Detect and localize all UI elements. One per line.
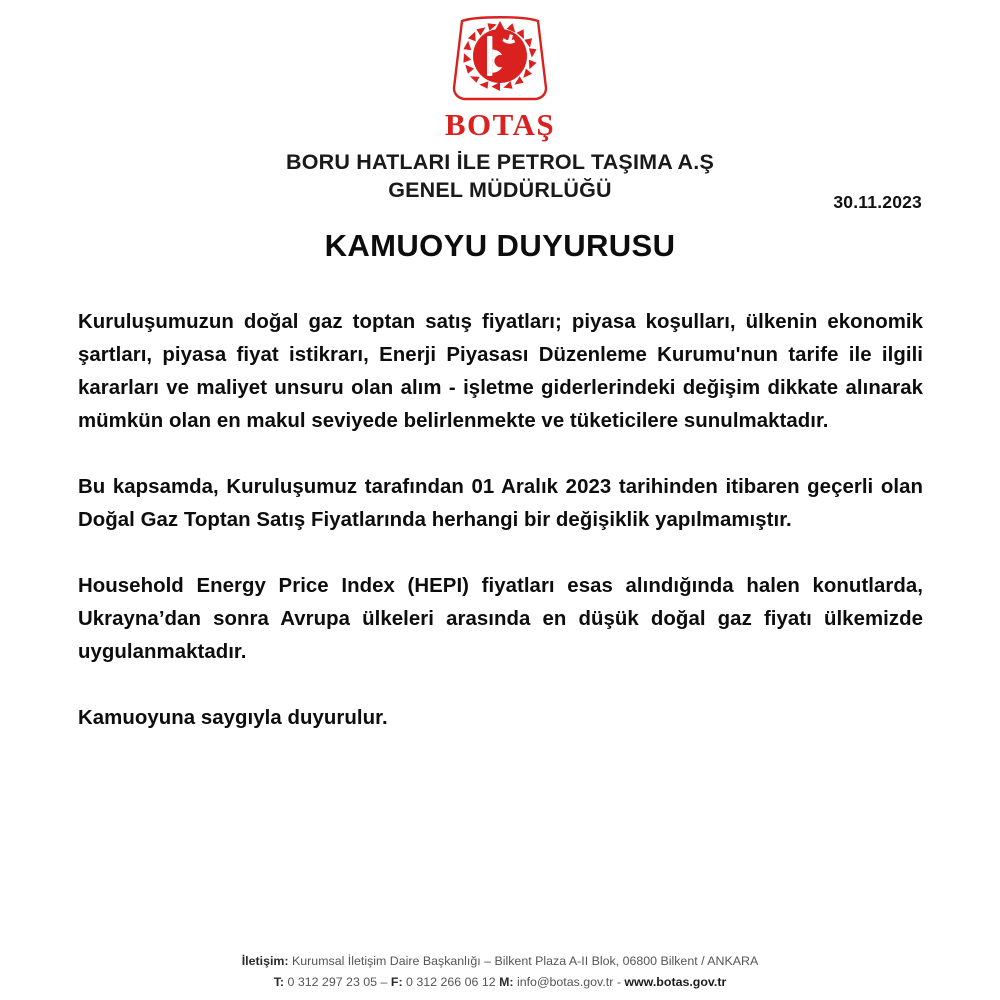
organization-name-line-1: BORU HATLARI İLE PETROL TAŞIMA A.Ş [285, 150, 715, 174]
footer-details-line [0, 972, 1000, 992]
footer-phone-label: T: [273, 974, 285, 989]
body-paragraph-2: Bu kapsamda, Kuruluşumuz tarafından 01 Aralık 2023 tarihinden itibaren geçerli olan Doğal Gaz Toptan Satış Fiyatlarında herhangi bir değişiklik yapılmamıştır. [78, 476, 923, 532]
page-title: KAMUOYU DUYURUSU [324, 228, 676, 263]
footer-mail-label: M: [499, 974, 514, 989]
botas-logo-icon [446, 14, 554, 106]
footer-contact-line [0, 951, 1000, 971]
document-footer [0, 951, 1000, 992]
body-paragraph-3: Household Energy Price Index (HEPI) fiyatları esas alındığında halen konutlarda, Ukrayna’dan sonra Avrupa ülkeleri arasında en düşük doğal gaz fiyatı ülkemizde uygulanmaktadır. [78, 575, 923, 664]
footer-phone-number: 0 312 297 23 05 [287, 974, 378, 989]
botas-wordmark: BOTAŞ [444, 107, 556, 142]
footer-separator-2: - [616, 974, 621, 989]
document-body [78, 306, 923, 735]
footer-email-address[interactable]: info@botas.gov.tr [516, 974, 614, 989]
footer-website-link[interactable]: www.botas.gov.tr [624, 974, 727, 989]
footer-contact-address: Kurumsal İletişim Daire Başkanlığı – Bilkent Plaza A-II Blok, 06800 Bilkent / ANKARA [292, 954, 759, 969]
footer-fax-label: F: [390, 974, 403, 989]
footer-separator-1: – [380, 974, 388, 989]
organization-name-line-2: GENEL MÜDÜRLÜĞÜ [388, 177, 612, 202]
footer-contact-label: İletişim: [241, 954, 289, 969]
document-header [0, 0, 1000, 204]
document-date: 30.11.2023 [833, 192, 922, 212]
closing-statement: Kamuoyuna saygıyla duyurulur. [78, 707, 388, 730]
body-paragraph-1: Kuruluşumuzun doğal gaz toptan satış fiyatları; piyasa koşulları, ülkenin ekonomik şartları, piyasa fiyat istikrarı, Enerji Piyasası Düzenleme Kurumu'nun tarife ile ilgili kararları ve maliyet unsuru olan alım - işletme giderlerindeki değişim dikkate alınarak mümkün olan en makul seviyede belirlenmekte ve tüketicilere sunulmaktadır. [78, 311, 923, 433]
footer-fax-number: 0 312 266 06 12 [406, 974, 496, 989]
